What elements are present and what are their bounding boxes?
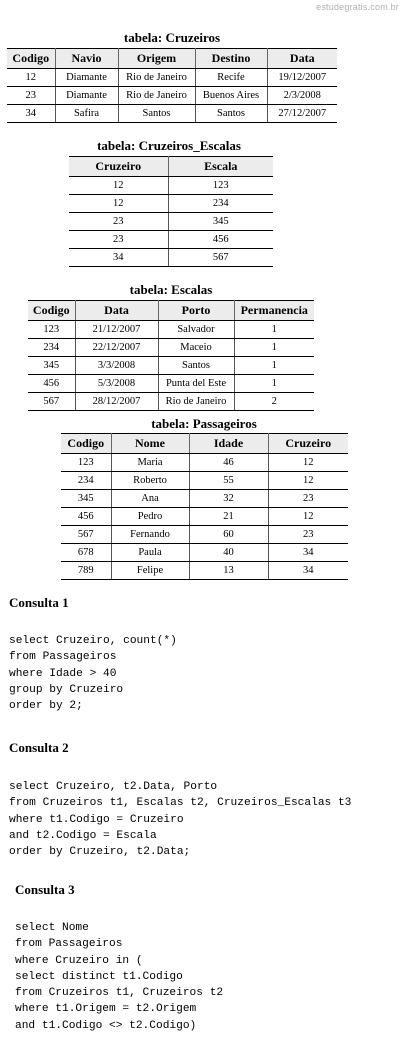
table-cell: 678 xyxy=(61,544,111,562)
table-row xyxy=(28,357,314,375)
table-cell: Santos xyxy=(158,357,234,375)
table-cell: 21/12/2007 xyxy=(75,321,158,339)
table-cell: Pedro xyxy=(111,508,189,526)
table-cell: 456 xyxy=(61,508,111,526)
code-line: where Idade > 40 xyxy=(9,667,117,680)
table-row xyxy=(69,249,273,267)
table-cell: 40 xyxy=(189,544,268,562)
table-cell: Maceio xyxy=(158,339,234,357)
table-cell: Ana xyxy=(111,490,189,508)
table-cell: 345 xyxy=(61,490,111,508)
table-cell: 34 xyxy=(268,544,348,562)
consulta-3-code xyxy=(15,920,223,1034)
table-row xyxy=(28,339,314,357)
column-header: Cruzeiro xyxy=(268,434,348,454)
table-cell: 123 xyxy=(168,177,273,195)
table-cell: 23 xyxy=(268,526,348,544)
table-cell: Diamante xyxy=(55,69,118,87)
code-line: group by Cruzeiro xyxy=(9,683,124,696)
table-header-row xyxy=(69,157,273,177)
consulta-2-heading: Consulta 2 xyxy=(9,740,69,755)
code-line: and t1.Codigo <> t2.Codigo) xyxy=(15,1019,197,1032)
code-line: and t2.Codigo = Escala xyxy=(9,829,157,842)
table-cell: 234 xyxy=(61,472,111,490)
table-cell: 46 xyxy=(189,454,268,472)
code-line: order by 2; xyxy=(9,700,83,713)
table-row xyxy=(69,177,273,195)
table-cell: Salvador xyxy=(158,321,234,339)
table-row xyxy=(61,454,348,472)
table-cell: 27/12/2007 xyxy=(267,105,337,123)
code-line: where t1.Origem = t2.Origem xyxy=(15,1003,197,1016)
table-header-row xyxy=(28,301,314,321)
column-header: Porto xyxy=(158,301,234,321)
table-header-row xyxy=(7,49,337,69)
table-row xyxy=(7,69,337,87)
escalas-table-title: tabela: Escalas xyxy=(129,282,213,297)
passageiros-table xyxy=(61,433,348,580)
column-header: Idade xyxy=(189,434,268,454)
table-cell: 456 xyxy=(168,231,273,249)
table-cell: Rio de Janeiro xyxy=(158,393,234,411)
table-cell: 567 xyxy=(61,526,111,544)
table-cell: Rio de Janeiro xyxy=(118,87,195,105)
table-cell: 1 xyxy=(234,321,314,339)
table-cell: 456 xyxy=(28,375,75,393)
table-cell: 34 xyxy=(7,105,55,123)
table-cell: Felipe xyxy=(111,562,189,580)
table-cell: 1 xyxy=(234,357,314,375)
table-cell: Recife xyxy=(195,69,267,87)
table-cell: 12 xyxy=(268,472,348,490)
column-header: Permanencia xyxy=(234,301,314,321)
table-cell: Diamante xyxy=(55,87,118,105)
table-row xyxy=(28,321,314,339)
code-line: from Cruzeiros t1, Cruzeiros t2 xyxy=(15,987,224,1000)
code-line: select Cruzeiro, count(*) xyxy=(9,635,177,647)
consulta-1-code xyxy=(9,633,177,714)
table-cell: 19/12/2007 xyxy=(267,69,337,87)
code-line: where t1.Codigo = Cruzeiro xyxy=(9,813,184,826)
table-cell: 28/12/2007 xyxy=(75,393,158,411)
table-cell: 1 xyxy=(234,339,314,357)
watermark: estudegratis.com.br xyxy=(316,2,399,12)
table-cell: 2 xyxy=(234,393,314,411)
table-cell: Fernando xyxy=(111,526,189,544)
column-header: Cruzeiro xyxy=(69,157,168,177)
consulta-1-heading: Consulta 1 xyxy=(9,595,69,610)
table-cell: 345 xyxy=(28,357,75,375)
column-header: Data xyxy=(267,49,337,69)
table-cell: 12 xyxy=(268,454,348,472)
table-cell: 23 xyxy=(268,490,348,508)
table-cell: 123 xyxy=(61,454,111,472)
table-row xyxy=(69,213,273,231)
cruzeiros-escalas-table xyxy=(69,156,273,267)
table-cell: 60 xyxy=(189,526,268,544)
table-cell: 12 xyxy=(69,195,168,213)
escalas-table xyxy=(28,300,314,411)
table-cell: 5/3/2008 xyxy=(75,375,158,393)
code-line: select Cruzeiro, t2.Data, Porto xyxy=(9,781,218,793)
table-cell: 123 xyxy=(28,321,75,339)
table-cell: 567 xyxy=(168,249,273,267)
table-cell: Safira xyxy=(55,105,118,123)
table-cell: 32 xyxy=(189,490,268,508)
code-line: from Passageiros xyxy=(15,938,123,951)
table-cell: 567 xyxy=(28,393,75,411)
consulta-2-code xyxy=(9,779,351,860)
table-cell: Santos xyxy=(195,105,267,123)
table-header-row xyxy=(61,434,348,454)
table-cell: Paula xyxy=(111,544,189,562)
table-cell: 23 xyxy=(7,87,55,105)
table-cell: Rio de Janeiro xyxy=(118,69,195,87)
code-line: order by Cruzeiro, t2.Data; xyxy=(9,846,191,859)
table-row xyxy=(7,105,337,123)
table-cell: Buenos Aires xyxy=(195,87,267,105)
table-cell: 22/12/2007 xyxy=(75,339,158,357)
table-row xyxy=(69,195,273,213)
column-header: Destino xyxy=(195,49,267,69)
table-cell: Punta del Este xyxy=(158,375,234,393)
cruzeiros-table-title: tabela: Cruzeiros xyxy=(123,30,221,45)
table-cell: Santos xyxy=(118,105,195,123)
consulta-3-heading: Consulta 3 xyxy=(15,882,75,897)
code-line: where Cruzeiro in ( xyxy=(15,954,143,967)
table-cell: 234 xyxy=(28,339,75,357)
table-cell: Maria xyxy=(111,454,189,472)
table-cell: 34 xyxy=(69,249,168,267)
table-cell: 2/3/2008 xyxy=(267,87,337,105)
table-cell: 34 xyxy=(268,562,348,580)
table-cell: 345 xyxy=(168,213,273,231)
table-cell: 1 xyxy=(234,375,314,393)
table-row xyxy=(7,87,337,105)
table-cell: 21 xyxy=(189,508,268,526)
table-row xyxy=(61,544,348,562)
table-cell: Roberto xyxy=(111,472,189,490)
table-cell: 12 xyxy=(69,177,168,195)
table-row xyxy=(61,562,348,580)
cruzeiros-escalas-table-title: tabela: Cruzeiros_Escalas xyxy=(97,138,241,153)
column-header: Origem xyxy=(118,49,195,69)
table-row xyxy=(28,393,314,411)
code-line: from Passageiros xyxy=(9,651,117,664)
table-row xyxy=(61,526,348,544)
column-header: Codigo xyxy=(61,434,111,454)
table-cell: 789 xyxy=(61,562,111,580)
column-header: Codigo xyxy=(7,49,55,69)
column-header: Data xyxy=(75,301,158,321)
cruzeiros-table xyxy=(7,48,337,123)
column-header: Nome xyxy=(111,434,189,454)
column-header: Escala xyxy=(168,157,273,177)
table-row xyxy=(69,231,273,249)
table-cell: 3/3/2008 xyxy=(75,357,158,375)
table-cell: 23 xyxy=(69,213,168,231)
table-row xyxy=(61,472,348,490)
code-line: select Nome xyxy=(15,922,89,934)
table-cell: 12 xyxy=(7,69,55,87)
passageiros-table-title: tabela: Passageiros xyxy=(151,416,257,431)
table-cell: 23 xyxy=(69,231,168,249)
table-cell: 12 xyxy=(268,508,348,526)
column-header: Navio xyxy=(55,49,118,69)
table-cell: 13 xyxy=(189,562,268,580)
table-row xyxy=(61,490,348,508)
column-header: Codigo xyxy=(28,301,75,321)
table-row xyxy=(28,375,314,393)
code-line: select distinct t1.Codigo xyxy=(15,970,183,983)
code-line: from Cruzeiros t1, Escalas t2, Cruzeiros_Escalas t3 xyxy=(9,797,352,810)
table-cell: 234 xyxy=(168,195,273,213)
table-cell: 55 xyxy=(189,472,268,490)
table-row xyxy=(61,508,348,526)
